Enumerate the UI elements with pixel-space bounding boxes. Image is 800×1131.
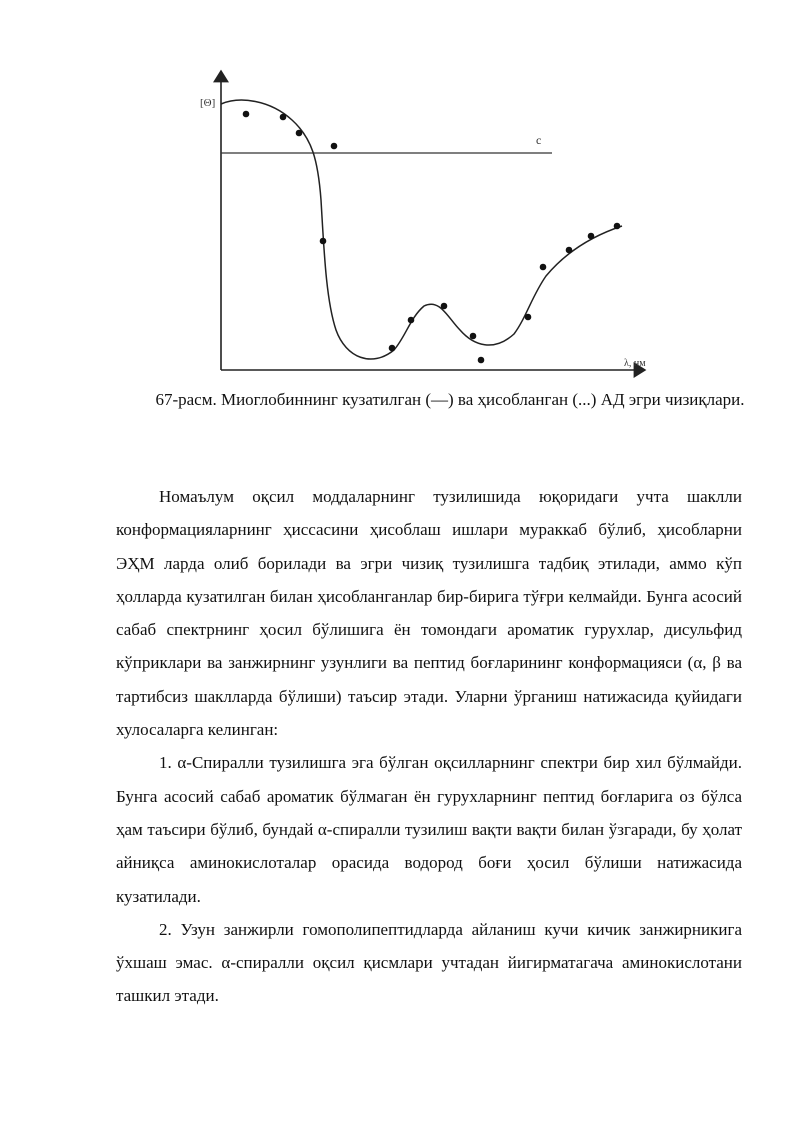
paragraph-point-1: 1. α-Спиралли тузилишга эга бўлган оқсилларнинг спектри бир хил бўлмайди. Бунга асосий сабаб ароматик бўлмаган ён гурухларнинг пептид боғларига оз бўлса ҳам таъсири бўлиб, бундай α-спиралли тузилиш вақти вақти билан ўзгаради, бу ҳолат айниқса аминокислоталар орасида водород боғи ҳосил бўлиши натижасида кузатилади. [116,753,742,906]
reference-line-label: с [536,133,542,147]
x-axis-label: λ, нм [624,358,646,369]
calculated-point [540,264,547,271]
calculated-point [470,333,477,340]
calculated-point [525,314,532,321]
calculated-point [478,357,485,364]
calculated-point [441,303,448,310]
calculated-point [331,143,338,150]
y-axis-label: [Θ] [200,97,216,109]
body-text [116,480,742,1013]
calculated-point [614,223,621,230]
calculated-point [243,111,250,118]
calculated-point [296,130,303,137]
calculated-point [588,233,595,240]
myoglobin-cd-figure [0,0,800,380]
calculated-point [320,238,327,245]
figure-caption: 67-расм. Миоглобиннинг кузатилган (—) ва ҳисобланган (...) АД эгри чизиқлари. [155,390,745,409]
calculated-point [280,114,287,121]
paragraph-point-2: 2. Узун занжирли гомополипептидларда айланиш кучи кичик занжирникига ўхшаш эмас. α-спиралли оқсил қисмлари учтадан йигирматагача аминокислотани ташкил этади. [116,919,742,1006]
observed-curve [221,100,622,359]
calculated-point [566,247,573,254]
calculated-point [389,345,396,352]
paragraph-intro: Номаълум оқсил моддаларнинг тузилишида юқоридаги учта шаклли конформацияларнинг ҳиссасини ҳисоблаш ишлари мураккаб бўлиб, ҳисобларни ЭҲМ ларда олиб борилади ва эгри чизиқ тузилишга тадбиқ этилади, аммо кўп ҳолларда кузатилган билан ҳисобланганлар бир-бирига тўғри келмайди. Бунга асосий сабаб спектрнинг ҳосил бўлишига ён томондаги ароматик гурухлар, дисульфид кўприклари ва занжирнинг узунлиги ва пептид боғларининг конформацияси (α, β ва тартибсиз шаклларда бўлиши) таъсир этади. Уларни ўрганиш натижасида қуйидаги хулосаларга келинган: [116,487,742,740]
calculated-point [408,317,415,324]
calculated-points [243,111,621,364]
